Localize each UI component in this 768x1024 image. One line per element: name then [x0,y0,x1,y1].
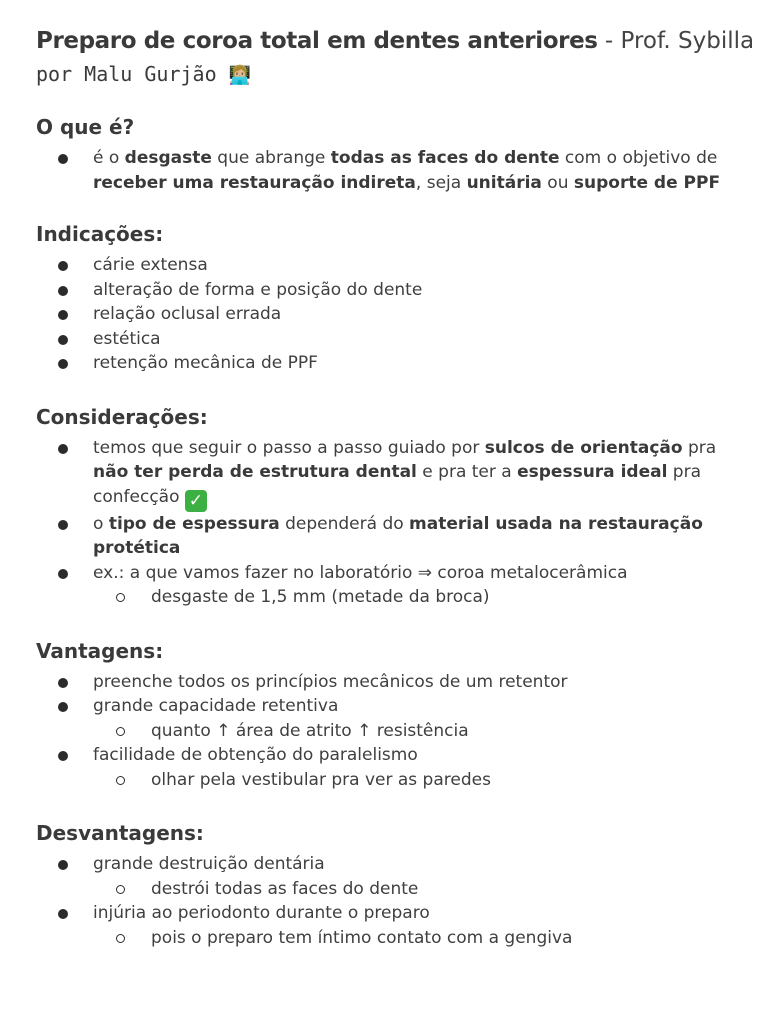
list-item: preenche todos os princípios mecânicos de um retentor [36,670,736,695]
sub-list-item: quanto ↑ área de atrito ↑ resistência [36,719,736,744]
text: que abrange [211,148,331,168]
list-item: grande destruição dentária [36,852,736,877]
list-item [36,436,736,512]
bold-text: espessura ideal [517,462,668,482]
list-item: cárie extensa [36,253,736,278]
section-heading-advantages: Vantagens: [36,638,164,663]
author-line [36,60,736,90]
author-text: por Malu Gurjão [36,62,217,86]
list-item: estética [36,327,736,352]
bold-text: sulcos de orientação [484,437,683,458]
section-what [36,114,736,195]
bold-text: receber uma restauração indireta [93,172,416,193]
title-separator: - [597,28,621,54]
text: pra [682,437,717,458]
bold-text: todas as faces do dente [330,148,560,168]
sub-list-item: destrói todas as faces do dente [36,877,736,902]
text: o [93,513,109,534]
section-indications [36,221,736,376]
bold-text: tipo de espessura [108,513,280,534]
sub-list-item: desgaste de 1,5 mm (metade da broca) [36,585,736,610]
bold-text: material usada na restauração protética [93,513,703,558]
text: ou [541,172,574,193]
sub-list-item: olhar pela vestibular pra ver as paredes [36,768,736,793]
technologist-emoji-icon: 👩🏼‍💻 [228,65,252,86]
bold-text: desgaste [124,148,212,168]
sub-list-item: pois o preparo tem íntimo contato com a gengiva [36,926,736,951]
text: pra confecção [93,462,702,507]
page-title: Preparo de coroa total em dentes anteriores [36,28,598,54]
section-heading-indications: Indicações: [36,222,164,246]
list-item [36,146,736,195]
text: com o objetivo de [559,148,718,168]
list-item: ex.: a que vamos fazer no laboratório ⇒ coroa metalocerâmica [36,561,736,586]
indications-list [36,253,736,376]
section-advantages [36,638,736,793]
text: é o [93,148,125,168]
advantages-list [36,670,736,793]
list-item: alteração de forma e posição do dente [36,278,736,303]
bold-text: suporte de PPF [573,172,721,193]
bold-text: unitária [466,172,542,193]
text: e pra ter a [416,462,518,482]
list-item: retenção mecânica de PPF [36,351,736,376]
what-list [36,146,736,195]
bold-text: não ter perda de estrutura dental [93,462,417,482]
note-page [36,26,755,950]
section-disadvantages [36,820,736,950]
considerations-list [36,436,736,610]
text: dependerá do [279,513,410,534]
disadvantages-list [36,852,736,950]
list-item: grande capacidade retentiva [36,694,736,719]
section-heading-what: O que é? [36,115,135,139]
professor-name: Prof. Sybilla [620,28,755,54]
list-item: relação oclusal errada [36,302,736,327]
section-heading-disadvantages: Desvantagens: [36,821,204,845]
list-item: facilidade de obtenção do paralelismo [36,743,736,768]
text: , seja [415,172,467,193]
title-line [36,26,755,56]
check-mark-icon: ✓ [185,490,207,512]
list-item: injúria ao periodonto durante o preparo [36,901,736,926]
section-considerations [36,404,736,610]
list-item [36,512,736,561]
section-heading-considerations: Considerações: [36,404,208,429]
text: temos que seguir o passo a passo guiado por [93,437,485,458]
